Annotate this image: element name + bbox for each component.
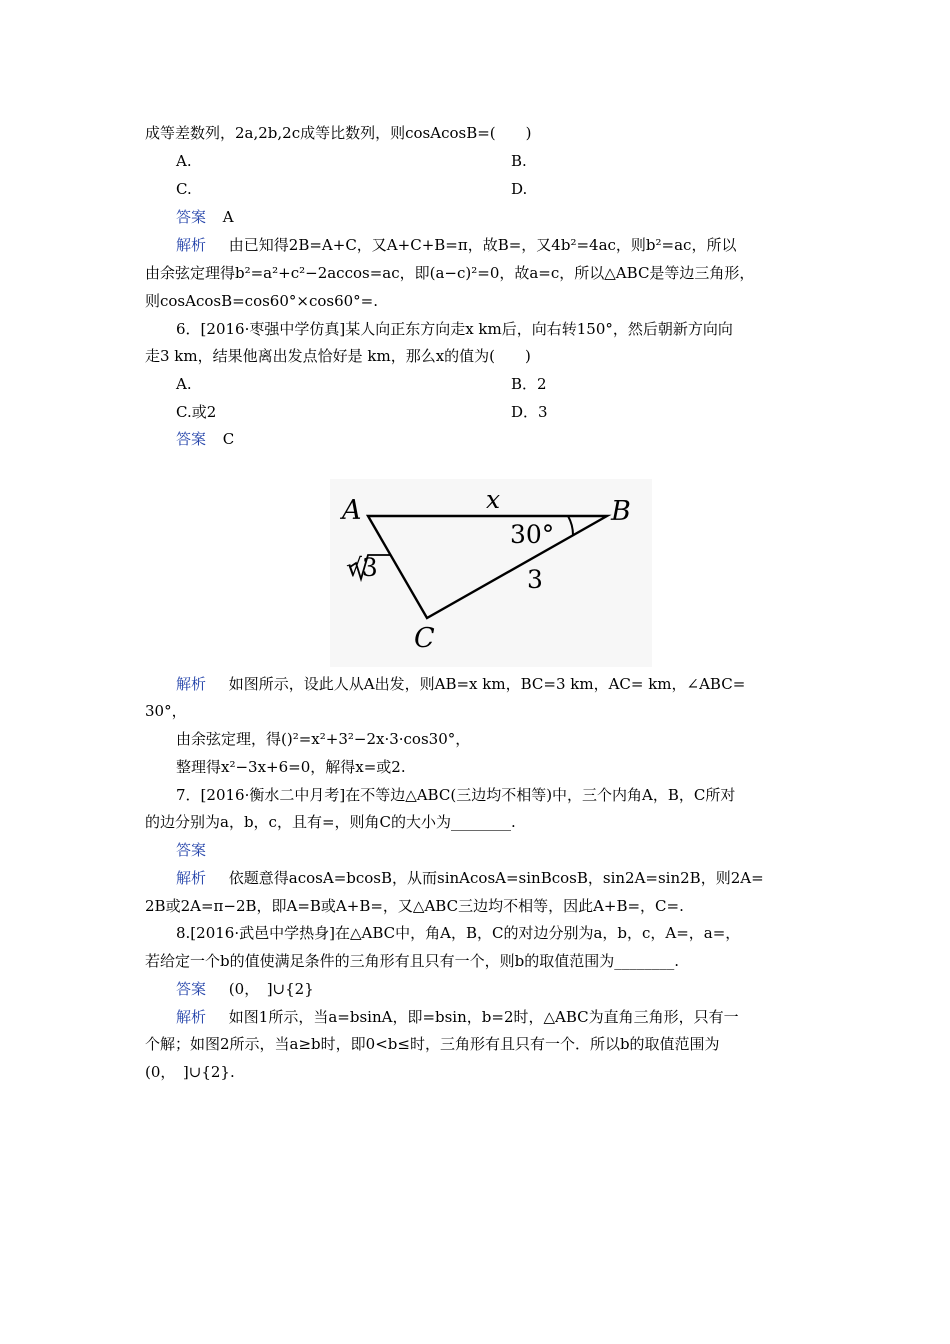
answer-label: 答案	[176, 208, 207, 226]
q5-option-a: A.	[176, 152, 192, 170]
analysis-text: 如图1所示，当a=bsinA，即=bsin，b=2时，△ABC为直角三角形，只有一	[228, 1008, 739, 1026]
analysis-label: 解析	[176, 675, 207, 693]
q7-stem-line-1: 7．[2016·衡水二中月考]在不等边△ABC(三边均不相等)中，三个内角A，B，C所对	[176, 786, 736, 804]
q5-analysis-line-3: 则cosAcosB=cos60°×cos60°=.	[145, 292, 379, 310]
analysis-label: 解析	[176, 236, 207, 254]
angle-b-label: 30°	[510, 520, 555, 549]
q7-stem-line-2: 的边分别为a，b，c，且有=，则角C的大小为________.	[145, 813, 516, 831]
q8-stem-line-1: 8.[2016·武邑中学热身]在△ABC中，角A，B，C的对边分别为a，b，c，A=，a=，	[176, 924, 741, 942]
answer-value: (0， ]∪{2}	[228, 980, 314, 998]
q5-stem-continued: 成等差数列，2a,2b,2c成等比数列，则cosAcosB=( )	[145, 124, 532, 142]
q6-analysis-line-3: 由余弦定理，得()²=x²+3²−2x·3·cos30°，	[176, 730, 471, 748]
q6-answer	[176, 429, 234, 449]
q5-option-b: B.	[511, 152, 527, 170]
q7-answer	[176, 840, 206, 860]
analysis-text: 依题意得acosA=bcosB，从而sinAcosA=sinBcosB，sin2A=sin2B，则2A=	[228, 869, 764, 887]
side-ab-label: x	[486, 485, 501, 514]
q7-analysis-line-2: 2B或2A=π−2B，即A=B或A+B=，又△ABC三边均不相等，因此A+B=，C=.	[145, 897, 684, 915]
q5-answer	[176, 207, 234, 227]
side-bc-label: 3	[527, 565, 543, 594]
analysis-label: 解析	[176, 869, 207, 887]
answer-value: A	[222, 208, 234, 226]
q8-analysis-line-3: (0， ]∪{2}.	[145, 1063, 235, 1081]
q6-analysis-line-2: 30°，	[145, 702, 187, 720]
q7-analysis-line-1	[176, 868, 764, 888]
q6-option-c: C.或2	[176, 403, 217, 421]
q5-option-c: C.	[176, 180, 192, 198]
q8-analysis-line-2: 个解；如图2所示，当a≥b时，即0<b≤时，三角形有且只有一个．所以b的取值范围为	[145, 1035, 720, 1053]
answer-label: 答案	[176, 980, 207, 998]
q6-option-b: B．2	[511, 375, 547, 393]
answer-label: 答案	[176, 430, 207, 448]
side-ac-label: √3	[346, 553, 378, 582]
vertex-c-label: C	[414, 623, 435, 654]
q6-option-a: A.	[176, 375, 192, 393]
q6-option-d: D．3	[511, 403, 548, 421]
answer-label: 答案	[176, 841, 207, 859]
answer-value: C	[222, 430, 235, 448]
q6-analysis-line-4: 整理得x²−3x+6=0，解得x=或2.	[176, 758, 406, 776]
q6-analysis-line-1	[176, 674, 745, 694]
q5-analysis-line-1	[176, 235, 736, 255]
analysis-text: 由已知得2B=A+C，又A+C+B=π，故B=，又4b²=4ac，则b²=ac，所以	[228, 236, 737, 254]
vertex-a-label: A	[342, 495, 362, 526]
q8-stem-line-2: 若给定一个b的值使满足条件的三角形有且只有一个，则b的取值范围为________.	[145, 952, 679, 970]
q6-stem-line-1: 6．[2016·枣强中学仿真]某人向正东方向走x km后，向右转150°，然后朝新方向向	[176, 320, 733, 338]
q8-analysis-line-1	[176, 1007, 739, 1027]
vertex-b-label: B	[611, 496, 631, 527]
q5-option-d: D.	[511, 180, 528, 198]
triangle-figure	[330, 479, 652, 667]
q5-analysis-line-2: 由余弦定理得b²=a²+c²−2accos=ac，即(a−c)²=0，故a=c，所以△ABC是等边三角形，	[145, 264, 755, 282]
q6-stem-line-2: 走3 km，结果他离出发点恰好是 km，那么x的值为( )	[145, 347, 531, 365]
q8-answer	[176, 979, 314, 999]
analysis-text: 如图所示，设此人从A出发，则AB=x km，BC=3 km，AC= km，∠ABC=	[228, 675, 746, 693]
analysis-label: 解析	[176, 1008, 207, 1026]
